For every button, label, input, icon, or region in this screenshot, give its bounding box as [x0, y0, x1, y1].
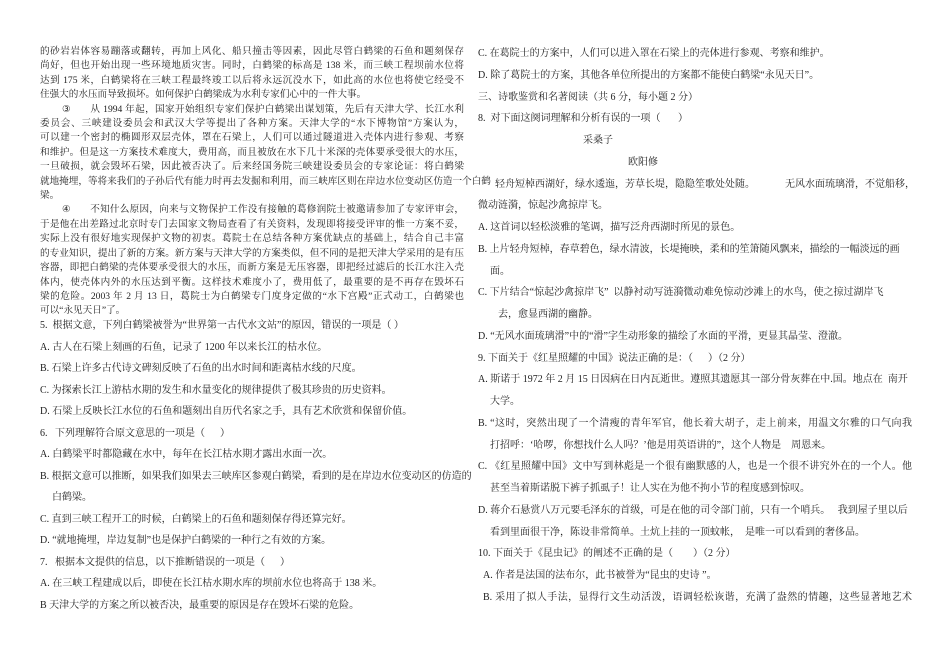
poem-stanza-2: 无风水面琉璃滑，不觉船移， — [785, 178, 915, 190]
passage-line: 体内，使壳体内外的水压达到平衡。这样技术难度小了，费用低了，最重要的是不再存在毁坏石 — [40, 276, 464, 288]
passage-line: 的砂岩岩体容易蹦落或翻转，再加上风化、船只撞击等因素，因此尽管白鹤梁的石鱼和题刻保存 — [40, 46, 464, 57]
passage-line: 梁的危险。2003 年 2 月 13 日，葛院士为白鹤梁专门度身定做的“水下宫殿”正式动工，白鹤梁也 — [40, 290, 464, 302]
question-5-option-b: B. 石梁上许多古代诗文碑刻反映了石鱼的出水时间和距离枯水线的尺度。 — [40, 363, 362, 374]
question-5-option-d: D. 石梁上反映长江水位的石鱼和题刻出自历代名家之手，具有艺术欣赏和保留价值。 — [40, 406, 413, 417]
passage-line: 达到 175 米，白鹤梁将在三峡工程最终竣工以后将永远沉没水下，如此高的水位也将使它经受不 — [40, 74, 464, 86]
question-6-option-b: B. 根据文意可以推断，如果我们如果去三峡库区参观白鹤梁，看到的是在岸边水位变动区的仿造的 — [40, 470, 472, 482]
reading-passage — [40, 45, 491, 319]
poem-line: 微动涟漪，惊起沙禽掠岸飞。 — [478, 200, 608, 212]
passage-line: 容器，即把白鹤梁的壳体要承受很大的水压，而新方案是无压容器，即把经过滤后的长江水注入壳 — [40, 262, 464, 274]
passage-line: 可以“永见天日”了。 — [40, 305, 126, 317]
paragraph-3-start — [40, 103, 464, 117]
passage-line: 尚好，但也开始出现一些环境地质灾害。同时，白鹤梁的标高是 138 米，而三峡工程坝前水位将 — [40, 60, 464, 72]
question-9-option-d: D. 蒋介石悬赏八万元要毛泽东的首级，可是在他的司令部门前，只有一个哨兵。 我到屋子里以后 — [478, 504, 908, 516]
question-6-option-a: A. 白鹤梁平时都隐藏在水中，每年在长江枯水期才露出水面一次。 — [40, 449, 333, 460]
question-9-option-a: A. 斯诺于 1972 年 2 月 15 日因病在日内瓦逝世。遵照其遗愿其一部分骨灰葬在中.国。地点在 南开 — [478, 374, 908, 386]
poem-stanza-1: 轻舟短棹西湖好，绿水逶迤，芳草长堤，隐隐笙歌处处随。 — [495, 178, 755, 190]
question-8-option-c: C. 下片结合“惊起沙禽掠岸飞” 以静衬动写涟漪微动难免惊动沙滩上的水鸟，使之掠过湖岸飞 — [478, 287, 884, 299]
passage-line: 的专业知识，提出了新的方案。新方案与天津大学的方案类似，但不同的是把天津大学采用的是有压 — [40, 247, 464, 259]
passage-line: 和维护。但是这一方案技术难度大，费用高，而且被放在水下几十米深的壳体要承受很大的水压， — [40, 146, 464, 158]
section-3-heading: 三、诗歌鉴赏和名著阅读（共 6 分，每小题 2 分） — [478, 91, 698, 103]
question-9-stem: 9. 下面关于《红星照耀的中国》说法正确的是：（ ）（2 分） — [478, 352, 751, 364]
question-9-option-c: C. 《红星照耀中国》文中写到林彪是一个很有幽默感的人，也是一个很不讲究外在的一个人。他 — [478, 461, 912, 473]
question-5-option-a: A. 古人在石梁上刻画的石鱼，记录了 1200 年以来长江的枯水位。 — [40, 341, 328, 353]
question-8-option-b: B. 上片轻舟短棹，春草碧色，绿水清波，长堤掩映，柔和的笙箫随风飘来，描绘的一幅淡远的画 — [478, 243, 900, 255]
right-column — [478, 43, 915, 609]
passage-line: 就地掩埋，等将来我们的子孙后代有能力时再去发掘和利用，而三峡库区则在岸边水位变动区仿造一个白鹤 — [40, 175, 491, 187]
passage-line: 实际上没有很好地实现保护文物的初衷。葛院士在总结各种方案优缺点的基础上，结合自己丰富 — [40, 233, 464, 245]
question-9-option-d-cont: 看到里面很干净，陈设非常简单。土炕上挂的一顶蚊帐， 是唯一可以看到的奢侈品。 — [490, 526, 865, 538]
passage-line: 于是他在出差路过北京时专门去国家文物局查看了有关资料，发现即将接受评审的惟一方案不妥， — [40, 218, 464, 230]
question-9-option-c-cont: 甚至当着斯诺脱下裤子抓虱子！让人实在为他不拘小节的程度感到惊叹。 — [490, 483, 810, 494]
passage-line-text: 不知什么原因，向来与文物保护工作没有接触的葛修润院士被邀请参加了专家评审会， — [90, 204, 464, 216]
question-10-option-b: B. 采用了拟人手法，显得行文生动活泼，语调轻松诙谐，充满了盎然的情趣，这些显著地艺术 — [483, 591, 912, 603]
passage-line: 可以建一个密封的椭圆形双层壳体，罩在石梁上，人们可以通过隧道进入壳体内进行参观、考察 — [40, 132, 464, 144]
passage-line: 委员会、三峡建设委员会和武汉大学等提出了各种方案。天津大学的“水下博物馆”方案认为， — [40, 118, 464, 130]
question-7-option-b: B 天津大学的方案之所以被否决，最重要的原因是存在毁坏石梁的危险。 — [40, 599, 360, 611]
paragraph-marker: ③ — [62, 103, 71, 115]
question-6-option-d: D. “就地掩埋，岸边复制”也是保护白鹤梁的一种行之有效的方案。 — [40, 535, 332, 546]
question-7-stem: 7. 根据本文提供的信息，以下推断错误的一项是（ ） — [40, 556, 290, 568]
questions-left — [40, 315, 472, 616]
poem-author: 欧阳修 — [628, 156, 658, 168]
passage-line: 梁。 — [40, 190, 60, 202]
question-9-option-a-cont: 大学。 — [490, 396, 520, 407]
question-8-option-d: D. “无风水面琉璃滑”中的“滑”字生动形象的描绘了水面的平滑，更显其晶莹、澄澈。 — [478, 330, 848, 342]
question-8-option-c-cont: 去，愈显西湖的幽静。 — [498, 309, 598, 320]
question-7-option-a: A. 在三峡工程建成以后，即使在长江枯水期水库的坝前水位也将高于 138 米。 — [40, 578, 383, 589]
poem-title: 采桑子 — [583, 135, 613, 146]
poem-line — [478, 174, 915, 196]
question-10-stem: 10. 下面关于《昆虫记》的阐述不正确的是（ ）（2 分） — [478, 548, 736, 560]
question-8-option-a: A. 这首词以轻松淡雅的笔调，描写泛舟西湖时所见的景色。 — [478, 222, 741, 233]
question-7-option-d: D. 除了葛院士的方案，其他各单位所提出的方案都不能使白鹤梁“永见天日”。 — [478, 69, 820, 81]
passage-line-text: 从 1994 年起，国家开始组织专家们保护白鹤梁出谋划策，先后有天津大学、长江水利 — [90, 103, 464, 115]
passage-line: 住强大的水压而导致损坏。如何保护白鹤梁成为水利专家们心中的一件大事。 — [40, 89, 367, 101]
question-5-stem: 5. 根据文意，下列白鹤梁被誉为“世界第一古代水文站”的原因，错误的一项是（ ） — [40, 320, 404, 331]
paragraph-4-start — [40, 203, 464, 217]
question-8-option-b-cont: 面。 — [490, 265, 510, 277]
question-5-option-c: C. 为探索长江上游枯水期的发生和水量变化的规律提供了极其珍贵的历史资料。 — [40, 384, 392, 396]
question-6-option-c: C. 直到三峡工程开工的时候，白鹤梁上的石鱼和题刻保存得还算完好。 — [40, 513, 352, 525]
passage-line: 一旦破损，就会毁坏石梁，因此被否决了。后来经国务院三峡建设委员会的专家论证：将白鹤梁 — [40, 161, 464, 173]
question-9-option-b-cont: 打招呼：‘哈啰，你想找什么人吗？’他是用英语讲的”，这个人物是 周恩来。 — [490, 439, 832, 451]
question-8-stem: 8. 对下面这阕词理解和分析有误的一项（ ） — [478, 113, 688, 125]
question-9-option-b: B. “这时，突然出现了一个清瘦的青年军官，他长着大胡子，走上前来，用温文尔雅的口气向我 — [478, 417, 912, 429]
question-10-option-a: A. 作者是法国的法布尔，此书被誉为“昆虫的史诗 ”。 — [483, 570, 717, 581]
paragraph-marker: ④ — [62, 204, 71, 216]
question-7-option-c: C. 在葛院士的方案中，人们可以进入罩在石梁上的壳体进行参观、考察和维护。 — [478, 48, 830, 59]
question-6-stem: 6. 下列理解符合原文意思的一项是（ ） — [40, 427, 230, 439]
question-6-option-b-cont: 白鹤梁。 — [52, 492, 92, 503]
